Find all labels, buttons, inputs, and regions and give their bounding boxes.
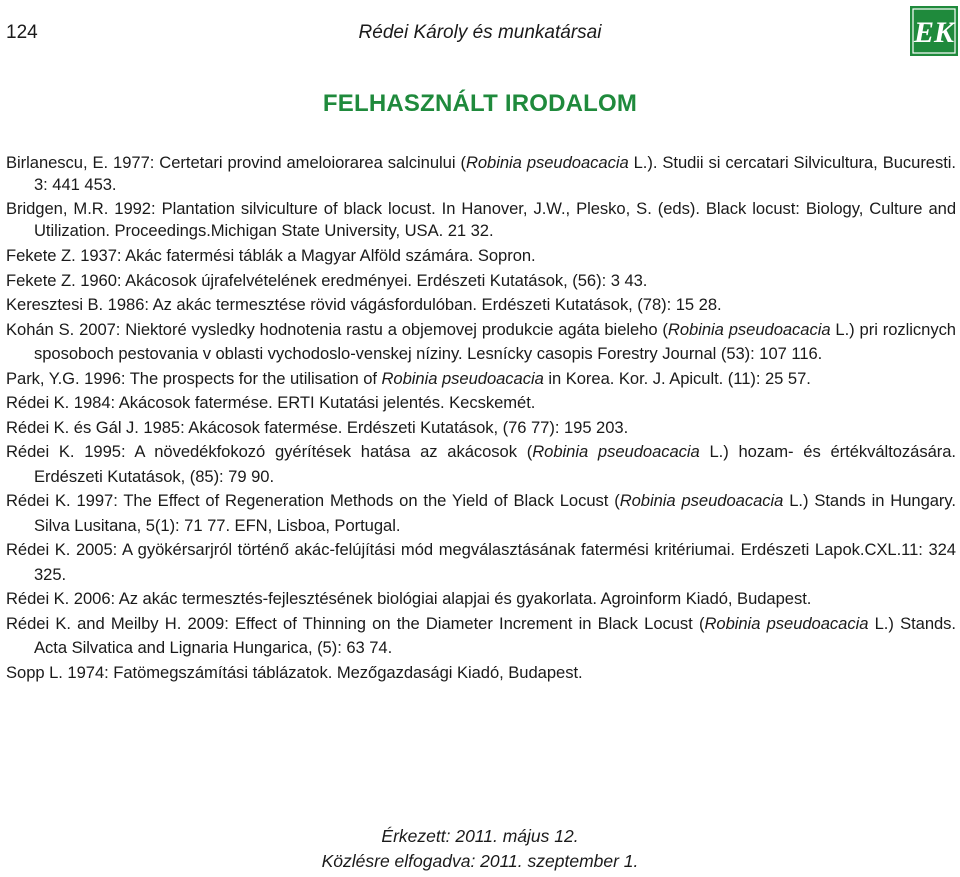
accepted-date: Közlésre elfogadva: 2011. szeptember 1. xyxy=(321,851,639,871)
reference-item: Park, Y.G. 1996: The prospects for the utilisation of Robinia pseudoacacia in Korea. Kor. J. Apicult. (11): 25 57. xyxy=(6,368,811,388)
reference-item: Rédei K. and Meilby H. 2009: Effect of Thinning on the Diameter Increment in Black Locust (Robinia pseudoacacia L.) Stands. Acta Silvatica and Lignaria Hungarica, (5): 63 74. xyxy=(6,613,956,657)
reference-item: Sopp L. 1974: Fatömegszámítási táblázatok. Mezőgazdasági Kiadó, Budapest. xyxy=(6,662,583,682)
reference-item: Fekete Z. 1937: Akác fatermési táblák a Magyar Alföld számára. Sopron. xyxy=(6,246,536,265)
page-number: 124 xyxy=(6,22,38,43)
reference-item: Birlanescu, E. 1977: Certetari provind ameloiorarea salcinului (Robinia pseudoacacia L.). Studii si cercatari Silvicultura, Bucuresti. 3: 441 453. xyxy=(6,153,956,194)
reference-item: Kohán S. 2007: Niektoré vysledky hodnotenia rastu a objemovej produkcie agáta bieleho (Robinia pseudoacacia L.) pri rozlicnych sposoboch pestovania v oblasti vychodoslo-venskej níziny. Lesnícky casopis Forestry Journal (53): 107 116. xyxy=(6,319,956,363)
reference-item: Rédei K. 1984: Akácosok fatermése. ERTI Kutatási jelentés. Kecskemét. xyxy=(6,393,536,412)
reference-list xyxy=(6,152,956,685)
section-title: FELHASZNÁLT IRODALOM xyxy=(322,90,638,117)
reference-item: Rédei K. 1995: A növedékfokozó gyérítések hatása az akácosok (Robinia pseudoacacia L.) hozam- és értékváltozására. Erdészeti Kutatások, (85): 79 90. xyxy=(6,442,956,486)
received-date: Érkezett: 2011. május 12. xyxy=(381,826,579,846)
reference-item: Rédei K. 2005: A gyökérsarjról történő akác-felújítási mód megválasztásának fatermési kritériumai. Erdészeti Lapok.CXL.11: 324 325. xyxy=(6,540,956,584)
reference-item: Rédei K. 1997: The Effect of Regeneration Methods on the Yield of Black Locust (Robinia pseudoacacia L.) Stands in Hungary. Silva Lusitana, 5(1): 71 77. EFN, Lisboa, Portugal. xyxy=(6,491,956,535)
journal-logo-icon xyxy=(910,6,958,56)
reference-item: Rédei K. 2006: Az akác termesztés-fejlesztésének biológiai alapjai és gyakorlata. Agroinform Kiadó, Budapest. xyxy=(6,589,812,608)
journal-logo-letters: EK xyxy=(913,16,955,49)
reference-item: Keresztesi B. 1986: Az akác termesztése rövid vágásfordulóban. Erdészeti Kutatások, (78): 15 28. xyxy=(6,295,722,314)
reference-item: Fekete Z. 1960: Akácosok újrafelvételének eredményei. Erdészeti Kutatások, (56): 3 43. xyxy=(6,270,648,290)
reference-item: Rédei K. és Gál J. 1985: Akácosok fatermése. Erdészeti Kutatások, (76 77): 195 203. xyxy=(6,417,629,437)
running-header: Rédei Károly és munkatársai xyxy=(358,22,602,43)
reference-item: Bridgen, M.R. 1992: Plantation silviculture of black locust. In Hanover, J.W., Plesko, S. (eds). Black locust: Biology, Culture and Utilization. Proceedings.Michigan State University, USA. 21 32. xyxy=(6,199,956,240)
